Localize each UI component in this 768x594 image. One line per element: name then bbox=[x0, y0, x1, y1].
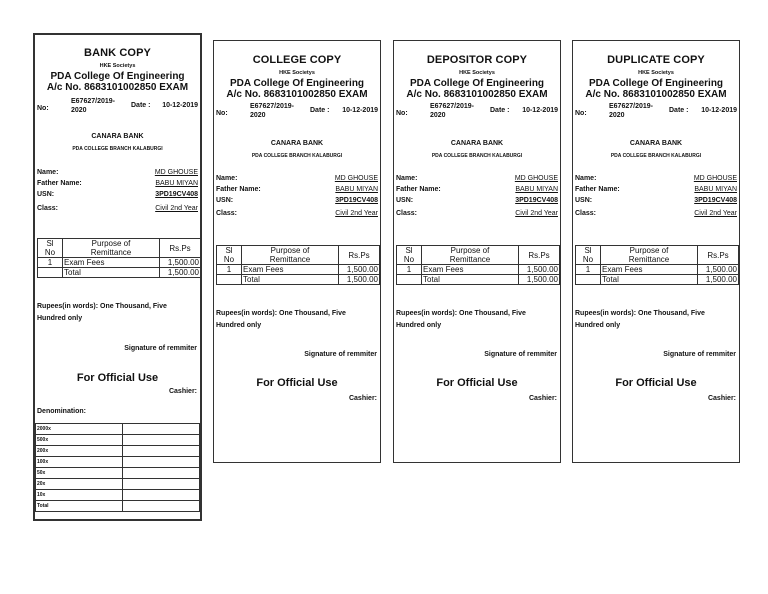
remittance-table bbox=[216, 245, 380, 285]
college-copy-slip bbox=[213, 40, 381, 463]
cashier-label: Cashier: bbox=[348, 395, 377, 402]
account-number: A/c No. 8683101002850 EXAM bbox=[226, 89, 368, 100]
no-label: No: bbox=[575, 110, 587, 117]
father-name-field: Father Name: BABU MIYAN bbox=[575, 186, 737, 193]
official-use-heading: For Official Use bbox=[615, 377, 697, 389]
denomination-row: Total bbox=[36, 501, 200, 512]
name-field: Name: MD GHOUSE bbox=[216, 175, 378, 182]
denomination-table bbox=[35, 423, 200, 512]
class-field: Class: Civil 2nd Year bbox=[37, 205, 198, 212]
name-field: Name: MD GHOUSE bbox=[575, 175, 737, 182]
father-name-field: Father Name: BABU MIYAN bbox=[396, 186, 558, 193]
date-value: 10-12-2019 bbox=[342, 107, 378, 114]
denomination-label: Denomination: bbox=[37, 408, 86, 415]
society-name: HKE Societys bbox=[638, 70, 674, 76]
amount-in-words: Rupees(in words): One Thousand, Five Hundred only bbox=[216, 310, 346, 329]
receipt-number: E67627/2019- 2020 bbox=[609, 103, 653, 119]
branch-name: PDA COLLEGE BRANCH KALABURGI bbox=[251, 153, 343, 159]
denomination-row: 2000x bbox=[36, 424, 200, 435]
depositor-copy-slip bbox=[393, 40, 561, 463]
denomination-row: 100x bbox=[36, 457, 200, 468]
receipt-number-row bbox=[37, 97, 198, 119]
copy-title: DUPLICATE COPY bbox=[607, 54, 705, 66]
receipt-number: E67627/2019- 2020 bbox=[250, 103, 294, 119]
table-total-row: Total 1,500.00 bbox=[38, 268, 201, 278]
name-field: Name: MD GHOUSE bbox=[37, 169, 198, 176]
date-value: 10-12-2019 bbox=[162, 102, 198, 109]
college-name: PDA College Of Engineering bbox=[409, 78, 545, 89]
denomination-row: 200x bbox=[36, 446, 200, 457]
copy-title: DEPOSITOR COPY bbox=[426, 54, 528, 66]
class-field: Class: Civil 2nd Year bbox=[575, 210, 737, 217]
date-value: 10-12-2019 bbox=[701, 107, 737, 114]
table-row: 1 Exam Fees 1,500.00 bbox=[397, 265, 560, 275]
receipt-number-row bbox=[575, 102, 737, 124]
father-name-field: Father Name: BABU MIYAN bbox=[216, 186, 378, 193]
bank-name: CANARA BANK bbox=[629, 140, 683, 147]
no-label: No: bbox=[396, 110, 408, 117]
branch-name: PDA COLLEGE BRANCH KALABURGI bbox=[431, 153, 523, 159]
receipt-number: E67627/2019- 2020 bbox=[71, 98, 115, 114]
date-label: Date : bbox=[131, 102, 151, 109]
table-row: 1 Exam Fees 1,500.00 bbox=[38, 258, 201, 268]
copy-title: BANK COPY bbox=[84, 47, 151, 59]
name-field: Name: MD GHOUSE bbox=[396, 175, 558, 182]
account-number: A/c No. 8683101002850 EXAM bbox=[585, 89, 727, 100]
cashier-label: Cashier: bbox=[168, 388, 197, 395]
branch-name: PDA COLLEGE BRANCH KALABURGI bbox=[610, 153, 702, 159]
father-name-field: Father Name: BABU MIYAN bbox=[37, 180, 198, 187]
branch-name: PDA COLLEGE BRANCH KALABURGI bbox=[72, 146, 163, 152]
denomination-row: 10x bbox=[36, 490, 200, 501]
signature-of-remitter: Signature of remmiter bbox=[124, 345, 197, 352]
society-name: HKE Societys bbox=[279, 70, 315, 76]
official-use-heading: For Official Use bbox=[256, 377, 338, 389]
copy-title: COLLEGE COPY bbox=[252, 54, 342, 66]
amount-in-words: Rupees(in words): One Thousand, Five Hundred only bbox=[575, 310, 705, 329]
table-header-row: Sl No Purpose of Remittance Rs.Ps bbox=[217, 246, 380, 265]
bank-name: CANARA BANK bbox=[91, 133, 144, 140]
signature-of-remitter: Signature of remmiter bbox=[304, 351, 377, 358]
usn-field: USN: 3PD19CV408 bbox=[37, 191, 198, 198]
bank-name: CANARA BANK bbox=[270, 140, 324, 147]
usn-field: USN: 3PD19CV408 bbox=[396, 197, 558, 204]
remittance-table bbox=[37, 238, 201, 278]
class-field: Class: Civil 2nd Year bbox=[396, 210, 558, 217]
receipt-number: E67627/2019- 2020 bbox=[430, 103, 474, 119]
amount-in-words: Rupees(in words): One Thousand, Five Hundred only bbox=[396, 310, 526, 329]
bank-copy-slip bbox=[33, 33, 202, 521]
table-header-row: Sl No Purpose of Remittance Rs.Ps bbox=[576, 246, 739, 265]
table-total-row: Total 1,500.00 bbox=[217, 275, 380, 285]
signature-of-remitter: Signature of remmiter bbox=[484, 351, 557, 358]
table-total-row: Total 1,500.00 bbox=[397, 275, 560, 285]
table-total-row: Total 1,500.00 bbox=[576, 275, 739, 285]
no-label: No: bbox=[37, 105, 49, 112]
no-label: No: bbox=[216, 110, 228, 117]
denomination-row: 500x bbox=[36, 435, 200, 446]
college-name: PDA College Of Engineering bbox=[588, 78, 724, 89]
bank-name: CANARA BANK bbox=[450, 140, 504, 147]
table-row: 1 Exam Fees 1,500.00 bbox=[217, 265, 380, 275]
table-header-row: Sl No Purpose of Remittance Rs.Ps bbox=[397, 246, 560, 265]
official-use-heading: For Official Use bbox=[76, 372, 159, 384]
receipt-number-row bbox=[216, 102, 378, 124]
date-label: Date : bbox=[310, 107, 330, 114]
society-name: HKE Societys bbox=[459, 70, 495, 76]
date-label: Date : bbox=[490, 107, 510, 114]
official-use-heading: For Official Use bbox=[436, 377, 518, 389]
remittance-table bbox=[575, 245, 739, 285]
table-header-row: Sl No Purpose of Remittance Rs.Ps bbox=[38, 239, 201, 258]
account-number: A/c No. 8683101002850 EXAM bbox=[406, 89, 548, 100]
account-number: A/c No. 8683101002850 EXAM bbox=[46, 82, 189, 93]
date-value: 10-12-2019 bbox=[522, 107, 558, 114]
class-field: Class: Civil 2nd Year bbox=[216, 210, 378, 217]
date-label: Date : bbox=[669, 107, 689, 114]
amount-in-words: Rupees(in words): One Thousand, Five Hundred only bbox=[37, 303, 167, 322]
college-name: PDA College Of Engineering bbox=[229, 78, 365, 89]
usn-field: USN: 3PD19CV408 bbox=[575, 197, 737, 204]
denomination-row: 20x bbox=[36, 479, 200, 490]
denomination-row: 50x bbox=[36, 468, 200, 479]
college-name: PDA College Of Engineering bbox=[50, 71, 185, 82]
cashier-label: Cashier: bbox=[707, 395, 736, 402]
signature-of-remitter: Signature of remmiter bbox=[663, 351, 736, 358]
receipt-number-row bbox=[396, 102, 558, 124]
remittance-table bbox=[396, 245, 560, 285]
usn-field: USN: 3PD19CV408 bbox=[216, 197, 378, 204]
duplicate-copy-slip bbox=[572, 40, 740, 463]
cashier-label: Cashier: bbox=[528, 395, 557, 402]
society-name: HKE Societys bbox=[99, 63, 136, 69]
table-row: 1 Exam Fees 1,500.00 bbox=[576, 265, 739, 275]
